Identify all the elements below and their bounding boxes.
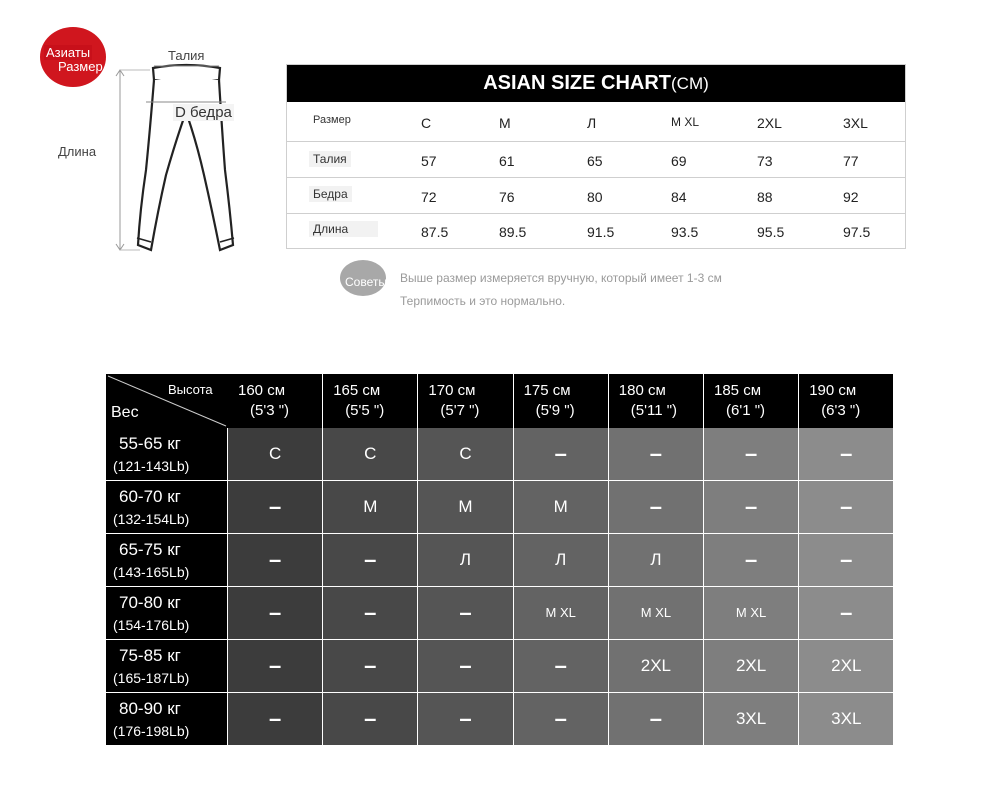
height-ft: (6'1 ") bbox=[726, 402, 766, 419]
height-header bbox=[704, 374, 798, 428]
weight-header bbox=[106, 534, 227, 586]
size-header: 3XL bbox=[843, 115, 868, 131]
height-ft: (5'3 ") bbox=[250, 402, 290, 419]
length-row-label: Длина bbox=[309, 221, 378, 237]
size-cell: 3XL bbox=[704, 693, 798, 745]
tip-line-2: Терпимость и это нормально. bbox=[400, 294, 566, 308]
size-cell: Л bbox=[418, 534, 512, 586]
size-cell: С bbox=[323, 428, 417, 480]
size-cell: – bbox=[228, 587, 322, 639]
size-cell: – bbox=[704, 481, 798, 533]
weight-kg: 65-75 кг bbox=[119, 540, 181, 559]
waist-label: Талия bbox=[168, 48, 205, 63]
waist-value: 57 bbox=[421, 153, 437, 169]
size-chart-title: ASIAN SIZE CHART(CM) bbox=[287, 65, 905, 102]
size-cell: М bbox=[323, 481, 417, 533]
size-cell: – bbox=[514, 428, 608, 480]
size-cell: – bbox=[228, 693, 322, 745]
size-cell: М bbox=[418, 481, 512, 533]
height-header bbox=[228, 374, 322, 428]
size-cell: – bbox=[228, 534, 322, 586]
size-header: Л bbox=[587, 115, 597, 131]
length-value: 93.5 bbox=[671, 224, 699, 240]
length-value: 97.5 bbox=[843, 224, 871, 240]
row-divider bbox=[287, 213, 905, 214]
height-ft: (5'11 ") bbox=[630, 402, 678, 419]
weight-header bbox=[106, 428, 227, 480]
size-cell: – bbox=[323, 587, 417, 639]
weight-lb: (121-143Lb) bbox=[113, 458, 190, 474]
size-chart bbox=[286, 64, 906, 249]
waist-value: 73 bbox=[757, 153, 773, 169]
hip-value: 88 bbox=[757, 189, 773, 205]
height-cm: 180 см bbox=[618, 382, 666, 399]
weight-kg: 75-85 кг bbox=[119, 646, 181, 665]
size-cell: М bbox=[514, 481, 608, 533]
hip-value: 84 bbox=[671, 189, 687, 205]
weight-lb: (154-176Lb) bbox=[113, 617, 190, 633]
pants-diagram bbox=[110, 60, 250, 260]
weight-lb: (176-198Lb) bbox=[113, 723, 190, 739]
weight-kg: 55-65 кг bbox=[119, 434, 181, 453]
height-ft: (5'5 ") bbox=[345, 402, 385, 419]
size-row-label: Размер bbox=[313, 114, 351, 126]
size-cell: – bbox=[704, 428, 798, 480]
height-cm: 165 см bbox=[333, 382, 381, 399]
length-value: 87.5 bbox=[421, 224, 449, 240]
height-header bbox=[323, 374, 417, 428]
size-cell: – bbox=[514, 693, 608, 745]
size-cell: Л bbox=[609, 534, 703, 586]
hip-value: 80 bbox=[587, 189, 603, 205]
weight-lb: (165-187Lb) bbox=[113, 670, 190, 686]
size-cell: – bbox=[514, 640, 608, 692]
weight-kg: 60-70 кг bbox=[119, 487, 181, 506]
size-cell: – bbox=[799, 481, 893, 533]
size-cell: М XL bbox=[514, 587, 608, 639]
tip-line-1: Выше размер измеряется вручную, который имеет 1-3 см bbox=[400, 271, 722, 285]
hip-row-label: Бедра bbox=[309, 186, 352, 202]
waist-row-label: Талия bbox=[309, 151, 351, 167]
size-cell: Л bbox=[514, 534, 608, 586]
size-cell: – bbox=[609, 693, 703, 745]
size-cell: – bbox=[418, 693, 512, 745]
size-cell: 2XL bbox=[704, 640, 798, 692]
hip-value: 76 bbox=[499, 189, 515, 205]
weight-header bbox=[106, 640, 227, 692]
hip-value: 92 bbox=[843, 189, 859, 205]
size-cell: – bbox=[323, 693, 417, 745]
badge-line-2: Размер bbox=[58, 59, 103, 74]
size-cell: С bbox=[418, 428, 512, 480]
size-cell: М XL bbox=[609, 587, 703, 639]
waist-value: 61 bbox=[499, 153, 515, 169]
hip-label: D бедра bbox=[175, 104, 232, 121]
size-cell: – bbox=[799, 587, 893, 639]
size-cell: – bbox=[799, 428, 893, 480]
weight-height-matrix bbox=[106, 374, 894, 746]
weight-header bbox=[106, 693, 227, 745]
size-cell: 2XL bbox=[609, 640, 703, 692]
height-ft: (5'7 ") bbox=[440, 402, 480, 419]
size-cell: 2XL bbox=[799, 640, 893, 692]
size-header: М XL bbox=[671, 115, 700, 129]
size-cell: М XL bbox=[704, 587, 798, 639]
size-cell: – bbox=[418, 587, 512, 639]
height-cm: 185 см bbox=[714, 382, 762, 399]
weight-axis-label: Вес bbox=[111, 404, 139, 421]
waist-value: 77 bbox=[843, 153, 859, 169]
size-header: С bbox=[421, 115, 432, 131]
weight-kg: 70-80 кг bbox=[119, 593, 181, 612]
height-cm: 175 см bbox=[523, 382, 571, 399]
matrix-corner bbox=[106, 374, 228, 428]
size-cell: С bbox=[228, 428, 322, 480]
weight-lb: (143-165Lb) bbox=[113, 564, 190, 580]
size-cell: – bbox=[228, 481, 322, 533]
length-label: Длина bbox=[58, 144, 97, 159]
size-cell: – bbox=[799, 534, 893, 586]
size-header: 2XL bbox=[757, 115, 782, 131]
height-cm: 160 см bbox=[238, 382, 286, 399]
size-cell: – bbox=[228, 640, 322, 692]
badge-line-1: Азиаты bbox=[46, 45, 91, 60]
hip-value: 72 bbox=[421, 189, 437, 205]
row-divider bbox=[287, 141, 905, 142]
height-header bbox=[418, 374, 512, 428]
height-ft: (6'3 ") bbox=[821, 402, 861, 419]
tip-word: Советы bbox=[345, 275, 387, 289]
size-cell: 3XL bbox=[799, 693, 893, 745]
row-divider bbox=[287, 177, 905, 178]
length-value: 89.5 bbox=[499, 224, 527, 240]
size-header: М bbox=[499, 115, 511, 131]
size-cell: – bbox=[323, 640, 417, 692]
height-header bbox=[799, 374, 893, 428]
height-cm: 190 см bbox=[809, 382, 857, 399]
size-cell: – bbox=[418, 640, 512, 692]
size-cell: – bbox=[323, 534, 417, 586]
weight-lb: (132-154Lb) bbox=[113, 511, 190, 527]
height-header bbox=[609, 374, 703, 428]
length-value: 95.5 bbox=[757, 224, 785, 240]
weight-header bbox=[106, 481, 227, 533]
height-axis-label: Высота bbox=[168, 382, 213, 397]
waist-value: 69 bbox=[671, 153, 687, 169]
height-header bbox=[514, 374, 608, 428]
height-ft: (5'9 ") bbox=[535, 402, 575, 419]
weight-kg: 80-90 кг bbox=[119, 699, 181, 718]
length-value: 91.5 bbox=[587, 224, 615, 240]
height-cm: 170 см bbox=[428, 382, 476, 399]
size-cell: – bbox=[609, 481, 703, 533]
size-cell: – bbox=[609, 428, 703, 480]
waist-value: 65 bbox=[587, 153, 603, 169]
size-cell: – bbox=[704, 534, 798, 586]
weight-header bbox=[106, 587, 227, 639]
